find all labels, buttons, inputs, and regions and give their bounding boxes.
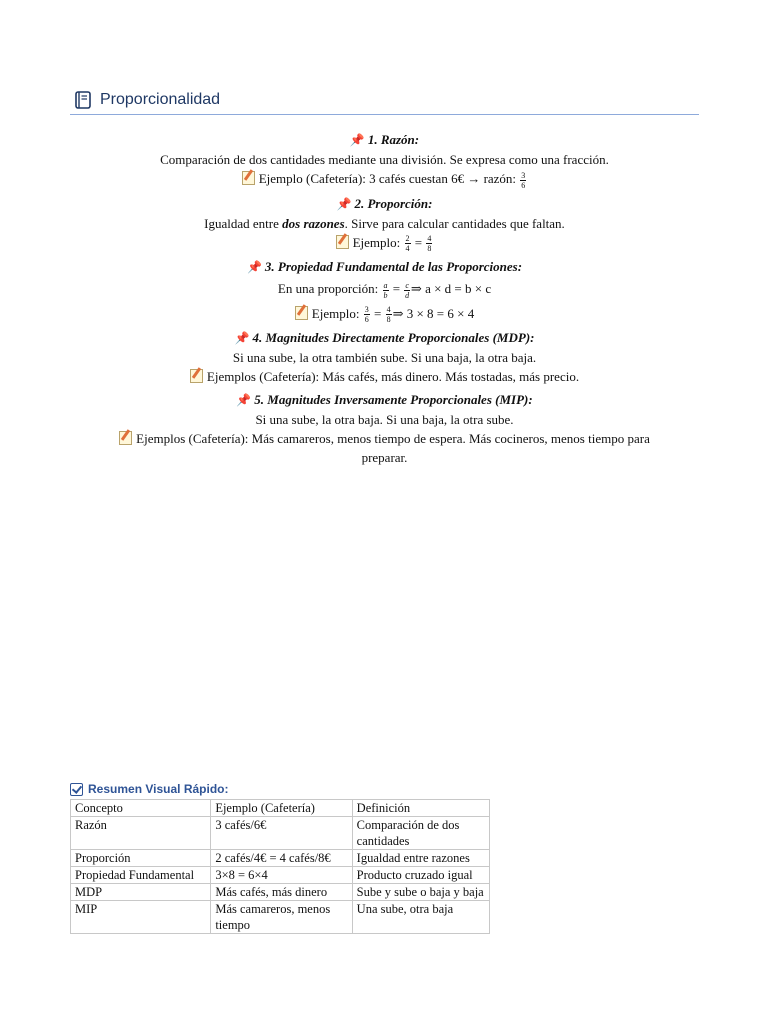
section-title: 📌 3. Propiedad Fundamental de las Proporciones: bbox=[246, 259, 523, 275]
section-example: Ejemplo: $\frac{3}{6}$ = $\frac{4}{8}$ ⇒ 3 × 8 = 6 × 4 bbox=[70, 304, 699, 325]
fraction: $\frac{4}{8}$ bbox=[386, 305, 391, 325]
document-heading bbox=[70, 86, 699, 115]
pushpin-icon: 📌 bbox=[234, 331, 250, 346]
table-cell: MIP bbox=[71, 901, 211, 934]
section-title: 📌 2. Proporción: bbox=[336, 195, 433, 211]
section-mdp bbox=[70, 328, 699, 386]
section-title: 📌 4. Magnitudes Directamente Proporcionales (MDP): bbox=[234, 330, 535, 346]
pushpin-icon: 📌 bbox=[336, 196, 352, 211]
section-example: Ejemplos (Cafetería): Más cafés, más dinero. Más tostadas, más precio. bbox=[70, 367, 699, 386]
checkbox-icon bbox=[70, 783, 83, 796]
table-cell: Proporción bbox=[71, 850, 211, 867]
table-cell: Razón bbox=[71, 817, 211, 850]
fraction: $\frac{3}{6}$ bbox=[521, 170, 526, 190]
pushpin-icon: 📌 bbox=[246, 260, 262, 275]
table-cell: MDP bbox=[71, 884, 211, 901]
page-title: Proporcionalidad bbox=[100, 91, 221, 108]
table-cell: 2 cafés/4€ = 4 cafés/8€ bbox=[211, 850, 352, 867]
section-text: Si una sube, la otra baja. Si una baja, la otra sube. bbox=[255, 412, 514, 428]
content bbox=[70, 130, 699, 471]
table-cell: Propiedad Fundamental bbox=[71, 867, 211, 884]
table-row bbox=[71, 867, 490, 884]
memo-icon bbox=[190, 369, 203, 383]
table-cell: Comparación de dos cantidades bbox=[352, 817, 489, 850]
section-example-continued: preparar. bbox=[361, 450, 408, 466]
summary-section bbox=[70, 780, 490, 934]
section-text: En una proporción: $\frac{a}{b}$ = $\frac{c}{d}$ ⇒ a × d = b × c bbox=[277, 280, 492, 300]
memo-icon bbox=[242, 171, 255, 185]
fraction: $\frac{4}{8}$ bbox=[427, 234, 432, 254]
table-cell: Sube y sube o baja y baja bbox=[352, 884, 489, 901]
memo-icon bbox=[119, 431, 132, 445]
section-text: Comparación de dos cantidades mediante una división. Se expresa como una fracción. bbox=[160, 152, 609, 167]
table-cell: Producto cruzado igual bbox=[352, 867, 489, 884]
memo-icon bbox=[295, 306, 308, 320]
memo-icon bbox=[336, 235, 349, 249]
fraction: $\frac{2}{4}$ bbox=[405, 234, 410, 254]
table-cell: Más cafés, más dinero bbox=[211, 884, 352, 901]
section-title: 📌 5. Magnitudes Inversamente Proporcionales (MIP): bbox=[236, 392, 533, 408]
section-example: Ejemplos (Cafetería): Más camareros, menos tiempo de espera. Más cocineros, menos tiempo para bbox=[70, 429, 699, 448]
summary-title: Resumen Visual Rápido: bbox=[70, 780, 490, 798]
table-cell: Más camareros, menos tiempo bbox=[211, 901, 352, 934]
section-text: Si una sube, la otra también sube. Si una baja, la otra baja. bbox=[232, 350, 537, 366]
section-proporcion bbox=[70, 194, 699, 254]
table-header-row bbox=[71, 800, 490, 817]
table-cell: 3 cafés/6€ bbox=[211, 817, 352, 850]
table-row bbox=[71, 817, 490, 850]
table-header-cell: Definición bbox=[352, 800, 489, 817]
section-example: Ejemplo (Cafetería): 3 cafés cuestan 6€ → razón: $\frac{3}{6}$ bbox=[70, 169, 699, 190]
section-title: 📌 1. Razón: bbox=[349, 132, 420, 147]
table-row bbox=[71, 850, 490, 867]
section-example: Ejemplo: $\frac{2}{4}$ = $\frac{4}{8}$ bbox=[70, 233, 699, 254]
fraction: $\frac{a}{b}$ bbox=[383, 280, 388, 300]
section-mip bbox=[70, 390, 699, 467]
table-cell: Igualdad entre razones bbox=[352, 850, 489, 867]
section-text: Igualdad entre dos razones. Sirve para calcular cantidades que faltan. bbox=[204, 215, 565, 231]
section-razon bbox=[70, 130, 699, 190]
table-cell: Una sube, otra baja bbox=[352, 901, 489, 934]
fraction: $\frac{3}{6}$ bbox=[364, 305, 369, 325]
summary-table bbox=[70, 799, 490, 934]
section-propiedad bbox=[70, 257, 699, 324]
book-icon bbox=[72, 89, 94, 111]
table-row bbox=[71, 884, 490, 901]
table-header-cell: Concepto bbox=[71, 800, 211, 817]
table-cell: 3×8 = 6×4 bbox=[211, 867, 352, 884]
table-header-cell: Ejemplo (Cafetería) bbox=[211, 800, 352, 817]
fraction: $\frac{c}{d}$ bbox=[405, 280, 410, 300]
pushpin-icon: 📌 bbox=[349, 133, 365, 147]
pushpin-icon: 📌 bbox=[236, 393, 252, 408]
table-row bbox=[71, 901, 490, 934]
